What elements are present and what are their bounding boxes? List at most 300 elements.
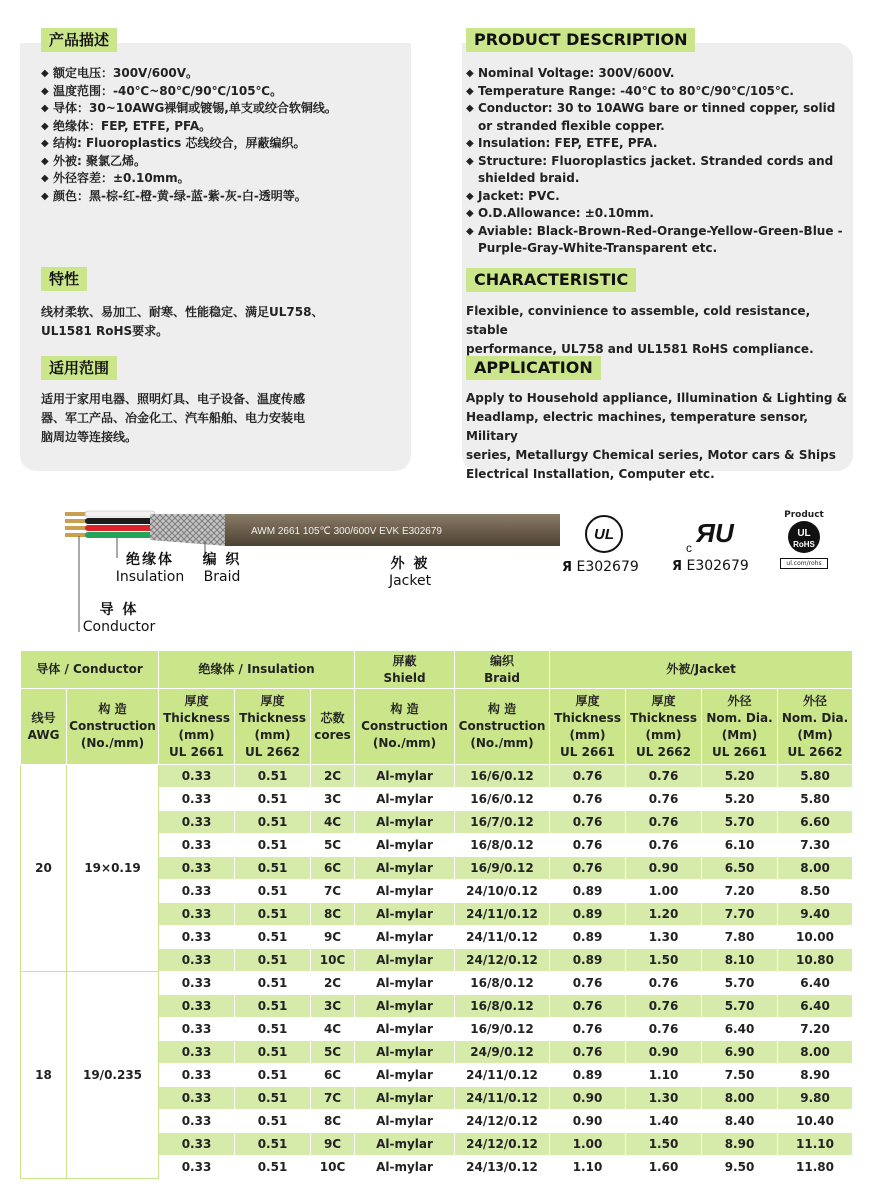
column-header-line: 外径 — [727, 693, 752, 708]
diamond-bullet-icon: ◆ — [41, 190, 49, 202]
table-row — [21, 972, 853, 995]
table-cell: 5.70 — [702, 811, 778, 834]
table-cell: 6.90 — [702, 1041, 778, 1064]
column-header-line: 构 造 — [98, 702, 127, 716]
table-cell: 6C — [311, 1064, 355, 1087]
conductor-tip — [65, 519, 87, 523]
table-cell: 1.50 — [626, 1133, 702, 1156]
conductor-tip — [65, 533, 87, 537]
table-cell: 10.40 — [778, 1110, 853, 1133]
column-header-line: UL 2662 — [787, 744, 843, 759]
table-cell: 9C — [311, 926, 355, 949]
paragraph-line: Apply to Household appliance, Illumination & Lighting & — [466, 391, 848, 405]
ul-file-number-1: Я E302679 — [562, 559, 639, 575]
column-header-line: Thickness — [554, 710, 621, 725]
table-cell: 7.70 — [702, 903, 778, 926]
column-header — [550, 689, 626, 765]
column-header-line: Thickness — [239, 710, 306, 725]
cn-desc-item — [41, 188, 401, 206]
column-header-line: 线号 — [31, 710, 56, 725]
table-row — [21, 765, 853, 788]
table-cell: Al-mylar — [355, 1018, 455, 1041]
en-desc-item — [466, 135, 851, 153]
table-cell: Al-mylar — [355, 995, 455, 1018]
table-cell: 16/6/0.12 — [455, 788, 550, 811]
table-cell: 5C — [311, 834, 355, 857]
svg-text:ЯU: ЯU — [696, 518, 734, 548]
column-header-line: 厚度 — [651, 693, 676, 708]
table-cell: 6.40 — [778, 995, 853, 1018]
column-header — [67, 689, 159, 765]
column-header-line: (Mm) — [797, 727, 833, 742]
en-desc-text: O.D.Allowance: ±0.10mm. — [478, 206, 654, 220]
table-cell: 0.51 — [235, 788, 311, 811]
conductor-construction-cell: 19/0.235 — [67, 972, 159, 1179]
table-cell: Al-mylar — [355, 880, 455, 903]
column-header-line: 构 造 — [390, 702, 419, 716]
table-cell: 2C — [311, 765, 355, 788]
column-header-line: 外径 — [803, 693, 828, 708]
table-cell: 0.51 — [235, 1110, 311, 1133]
table-cell: 0.51 — [235, 765, 311, 788]
en-desc-text: Temperature Range: -40℃ to 80℃/90℃/105℃. — [478, 83, 794, 98]
diamond-bullet-icon: ◆ — [41, 68, 49, 79]
diamond-bullet-icon: ◆ — [41, 173, 49, 184]
table-cell: 24/10/0.12 — [455, 880, 550, 903]
table-cell: 7.80 — [702, 926, 778, 949]
en-desc-text: Jacket: PVC. — [478, 188, 560, 203]
table-cell: 16/8/0.12 — [455, 972, 550, 995]
table-cell: 0.33 — [159, 857, 235, 880]
table-cell: 10.80 — [778, 949, 853, 972]
table-cell: Al-mylar — [355, 972, 455, 995]
table-cell: 0.51 — [235, 1156, 311, 1179]
table-cell: Al-mylar — [355, 1087, 455, 1110]
table-cell: 0.76 — [550, 972, 626, 995]
column-header — [455, 689, 550, 765]
paragraph-line: Headlamp, electric machines, temperature sensor, Military — [466, 410, 808, 443]
table-cell: 0.76 — [626, 765, 702, 788]
conductor-tip — [65, 526, 87, 530]
header-jacket: 外被/Jacket — [550, 651, 853, 689]
paragraph-line: performance, UL758 and UL1581 RoHS compliance. — [466, 342, 814, 356]
column-header — [21, 689, 67, 765]
table-cell: 16/7/0.12 — [455, 811, 550, 834]
table-cell: 0.90 — [550, 1087, 626, 1110]
table-cell: Al-mylar — [355, 834, 455, 857]
column-header-line: UL 2661 — [169, 744, 224, 759]
label-braid: 编 织 Braid — [202, 552, 242, 585]
table-cell: 6.40 — [702, 1018, 778, 1041]
table-cell: 0.51 — [235, 880, 311, 903]
header-braid: 编织 Braid — [455, 651, 550, 689]
table-cell: 0.33 — [159, 1133, 235, 1156]
ru-mark-icon: Я — [672, 559, 683, 574]
table-cell: 8.90 — [778, 1064, 853, 1087]
diamond-bullet-icon: ◆ — [466, 85, 474, 97]
table-cell: 0.51 — [235, 949, 311, 972]
table-cell: 0.33 — [159, 1041, 235, 1064]
cn-desc-item — [41, 83, 401, 101]
cn-desc-text: 外被: 聚氯乙烯。 — [53, 153, 146, 168]
table-cell: 1.10 — [550, 1156, 626, 1179]
table-cell: 0.89 — [550, 903, 626, 926]
en-desc-text: Conductor: 30 to 10AWG bare or tinned copper, solid or stranded flexible copper. — [478, 101, 836, 133]
table-cell: 0.76 — [550, 765, 626, 788]
table-cell: 9.80 — [778, 1087, 853, 1110]
table-cell: 0.33 — [159, 972, 235, 995]
en-desc-title: PRODUCT DESCRIPTION — [466, 28, 695, 52]
cn-desc-text: 结构: Fluoroplastics 芯线绞合，屏蔽编织。 — [53, 136, 306, 150]
table-cell: 0.89 — [550, 926, 626, 949]
table-cell: 0.76 — [626, 995, 702, 1018]
diamond-bullet-icon: ◆ — [41, 103, 49, 114]
diamond-bullet-icon: ◆ — [41, 138, 49, 149]
table-cell: 0.90 — [626, 1041, 702, 1064]
paragraph-line: 脑周边等连接线。 — [41, 430, 138, 444]
column-header — [778, 689, 853, 765]
table-cell: 0.76 — [550, 1041, 626, 1064]
cn-desc-item — [41, 65, 401, 83]
diamond-bullet-icon: ◆ — [466, 138, 474, 149]
cn-desc-item — [41, 100, 401, 118]
column-header-line: UL 2661 — [712, 744, 767, 759]
table-cell: 8.00 — [778, 1041, 853, 1064]
table-cell: 0.51 — [235, 972, 311, 995]
en-desc-item — [466, 188, 851, 206]
table-cell: 0.33 — [159, 995, 235, 1018]
table-cell: 0.33 — [159, 765, 235, 788]
en-desc-text: Structure: Fluoroplastics jacket. Stranded cords and shielded braid. — [478, 153, 834, 185]
table-cell: 4C — [311, 811, 355, 834]
table-cell: 8.00 — [702, 1087, 778, 1110]
column-header-line: (mm) — [645, 727, 682, 742]
en-char-title: CHARACTERISTIC — [466, 268, 636, 292]
table-cell: 0.33 — [159, 1064, 235, 1087]
column-header-line: Nom. Dia. — [706, 710, 773, 725]
table-cell: 0.51 — [235, 834, 311, 857]
cable-print: AWM 2661 105℃ 300/600V EVK E302679 — [251, 526, 442, 537]
column-header-line: 厚度 — [260, 693, 285, 708]
table-cell: 0.89 — [550, 1064, 626, 1087]
en-desc-item — [466, 83, 851, 101]
table-cell: 7.20 — [778, 1018, 853, 1041]
paragraph-line: 器、军工产品、冶金化工、汽车船舶、电力安装电 — [41, 411, 306, 425]
awg-cell: 18 — [21, 972, 67, 1179]
table-cell: Al-mylar — [355, 949, 455, 972]
column-header-line: Nom. Dia. — [781, 710, 849, 725]
en-app-text — [466, 389, 851, 484]
column-header-line: 厚度 — [575, 693, 600, 708]
conductor-construction-cell: 19×0.19 — [67, 765, 159, 972]
awg-cell: 20 — [21, 765, 67, 972]
column-header — [626, 689, 702, 765]
table-cell: 0.33 — [159, 811, 235, 834]
column-header — [235, 689, 311, 765]
table-cell: 5.80 — [778, 765, 853, 788]
column-header — [159, 689, 235, 765]
table-cell: 1.30 — [626, 1087, 702, 1110]
table-cell: 16/6/0.12 — [455, 765, 550, 788]
svg-text:RoHS: RoHS — [793, 540, 815, 549]
table-cell: 0.51 — [235, 857, 311, 880]
table-cell: 1.10 — [626, 1064, 702, 1087]
table-cell: 1.00 — [550, 1133, 626, 1156]
table-cell: 1.60 — [626, 1156, 702, 1179]
paragraph-line: 适用于家用电器、照明灯具、电子设备、温度传感 — [41, 392, 306, 406]
table-cell: 9.50 — [702, 1156, 778, 1179]
table-cell: 24/11/0.12 — [455, 903, 550, 926]
table-cell: Al-mylar — [355, 788, 455, 811]
core-black — [85, 518, 155, 524]
table-cell: 3C — [311, 788, 355, 811]
column-header-line: Thickness — [163, 710, 230, 725]
cn-desc-list — [41, 65, 401, 205]
cn-desc-text: 导体：30~10AWG裸铜或镀锡,单支或绞合软铜线。 — [53, 101, 337, 115]
column-header-line: UL 2661 — [560, 744, 615, 759]
en-desc-text: Aviable: Black-Brown-Red-Orange-Yellow-Green-Blue -Purple-Gray-White-Transparent etc. — [478, 223, 843, 255]
diamond-bullet-icon: ◆ — [466, 190, 474, 202]
diamond-bullet-icon: ◆ — [466, 225, 474, 237]
table-cell: Al-mylar — [355, 1041, 455, 1064]
table-cell: 1.50 — [626, 949, 702, 972]
table-cell: 0.76 — [550, 857, 626, 880]
table-cell: 5C — [311, 1041, 355, 1064]
column-header-line: (No./mm) — [372, 736, 437, 750]
table-cell: 10C — [311, 1156, 355, 1179]
table-cell: 0.90 — [626, 857, 702, 880]
table-cell: 8C — [311, 903, 355, 926]
table-cell: 6.10 — [702, 834, 778, 857]
column-header-line: Construction — [458, 719, 546, 733]
column-header-line: (mm) — [254, 727, 291, 742]
core-white — [85, 511, 155, 517]
table-cell: 0.90 — [550, 1110, 626, 1133]
table-cell: 16/8/0.12 — [455, 834, 550, 857]
table-cell: 0.89 — [550, 949, 626, 972]
table-cell: Al-mylar — [355, 1064, 455, 1087]
table-cell: 0.76 — [550, 811, 626, 834]
svg-text:c: c — [686, 541, 692, 555]
table-cell: 0.33 — [159, 1087, 235, 1110]
cn-desc-item — [41, 135, 401, 153]
cn-desc-text: 绝缘体：FEP, ETFE, PFA。 — [53, 118, 212, 133]
table-cell: 6C — [311, 857, 355, 880]
table-cell: 6.60 — [778, 811, 853, 834]
cn-desc-title: 产品描述 — [41, 28, 117, 52]
cn-desc-item — [41, 170, 401, 188]
table-cell: 7.50 — [702, 1064, 778, 1087]
table-cell: 1.20 — [626, 903, 702, 926]
en-desc-list — [466, 65, 851, 258]
table-cell: 0.76 — [626, 1018, 702, 1041]
diamond-bullet-icon: ◆ — [41, 155, 49, 167]
diamond-bullet-icon: ◆ — [466, 68, 474, 79]
cn-app-title: 适用范围 — [41, 356, 117, 380]
table-cell: 10.00 — [778, 926, 853, 949]
paragraph-line: series, Metallurgy Chemical series, Motor cars & Ships — [466, 448, 836, 462]
column-header-line: 厚度 — [184, 693, 209, 708]
table-cell: 0.51 — [235, 811, 311, 834]
table-cell: 0.51 — [235, 903, 311, 926]
en-desc-item — [466, 223, 851, 258]
table-cell: 5.80 — [778, 788, 853, 811]
table-cell: 24/12/0.12 — [455, 949, 550, 972]
column-header-line: (No./mm) — [470, 736, 534, 750]
label-conductor: 导 体 Conductor — [82, 602, 156, 635]
table-cell: 8.90 — [702, 1133, 778, 1156]
table-cell: 0.89 — [550, 880, 626, 903]
table-cell: 1.30 — [626, 926, 702, 949]
specification-table-body — [21, 765, 853, 1179]
header-shield: 屏蔽 Shield — [355, 651, 455, 689]
en-desc-item — [466, 205, 851, 223]
cn-char-text — [41, 303, 401, 341]
table-cell: 5.70 — [702, 972, 778, 995]
paragraph-line: Electrical Installation, Computer etc. — [466, 467, 715, 481]
table-cell: Al-mylar — [355, 765, 455, 788]
table-cell: 16/9/0.12 — [455, 1018, 550, 1041]
diamond-bullet-icon: ◆ — [466, 103, 474, 114]
column-header-line: UL 2662 — [636, 744, 691, 759]
table-cell: 24/9/0.12 — [455, 1041, 550, 1064]
table-cell: 24/12/0.12 — [455, 1110, 550, 1133]
table-cell: 8.10 — [702, 949, 778, 972]
cn-char-title: 特性 — [41, 267, 87, 291]
table-cell: Al-mylar — [355, 811, 455, 834]
diamond-bullet-icon: ◆ — [41, 120, 49, 132]
ul-file-number-2: Я E302679 — [672, 558, 749, 574]
table-cell: Al-mylar — [355, 1156, 455, 1179]
column-header — [355, 689, 455, 765]
table-cell: 6.40 — [778, 972, 853, 995]
column-header-row — [21, 689, 853, 765]
en-char-text — [466, 302, 851, 359]
table-cell: 16/9/0.12 — [455, 857, 550, 880]
table-cell: 0.76 — [626, 972, 702, 995]
conductor-tip — [65, 512, 87, 516]
table-cell: 0.33 — [159, 1018, 235, 1041]
table-cell: 16/8/0.12 — [455, 995, 550, 1018]
cn-app-text — [41, 390, 401, 447]
ru-mark-icon: Я — [562, 560, 573, 575]
table-cell: 7.30 — [778, 834, 853, 857]
column-header-line: 芯数 — [320, 710, 345, 725]
table-cell: 10C — [311, 949, 355, 972]
table-cell: 3C — [311, 995, 355, 1018]
table-cell: Al-mylar — [355, 857, 455, 880]
core-red — [85, 525, 155, 531]
svg-text:UL: UL — [594, 526, 614, 543]
table-cell: 1.00 — [626, 880, 702, 903]
column-header-line: (No./mm) — [80, 736, 145, 750]
table-cell: 2C — [311, 972, 355, 995]
header-conductor: 导体 / Conductor — [21, 651, 159, 689]
table-cell: 7C — [311, 1087, 355, 1110]
table-cell: 0.76 — [550, 788, 626, 811]
table-cell: 9.40 — [778, 903, 853, 926]
column-header-line: (mm) — [569, 727, 606, 742]
table-cell: 0.33 — [159, 1110, 235, 1133]
table-cell: 0.76 — [550, 995, 626, 1018]
table-cell: 24/13/0.12 — [455, 1156, 550, 1179]
column-header-line: Construction — [361, 719, 448, 733]
cn-desc-text: 外径容差：±0.10mm。 — [53, 171, 190, 185]
label-jacket: 外 被 Jacket — [388, 556, 432, 589]
paragraph-line: Flexible, convinience to assemble, cold resistance, stable — [466, 304, 811, 337]
table-cell: 0.76 — [626, 788, 702, 811]
label-insulation: 绝缘体 Insulation — [115, 552, 185, 585]
paragraph-line: 线材柔软、易加工、耐寒、性能稳定、满足UL758、 — [41, 305, 324, 319]
en-desc-text: Insulation: FEP, ETFE, PFA. — [478, 136, 658, 150]
en-app-title: APPLICATION — [466, 356, 601, 380]
table-cell: 24/12/0.12 — [455, 1133, 550, 1156]
table-cell: 0.33 — [159, 1156, 235, 1179]
specification-table — [20, 650, 853, 1179]
table-cell: 24/11/0.12 — [455, 926, 550, 949]
table-cell: 0.51 — [235, 1133, 311, 1156]
table-cell: Al-mylar — [355, 903, 455, 926]
column-header-line: 构 造 — [487, 702, 517, 716]
column-header-line: (Mm) — [721, 727, 758, 742]
table-cell: 0.33 — [159, 834, 235, 857]
table-cell: 9C — [311, 1133, 355, 1156]
column-header-line: Thickness — [630, 710, 697, 725]
column-header — [311, 689, 355, 765]
table-cell: 0.51 — [235, 1087, 311, 1110]
table-cell: 4C — [311, 1018, 355, 1041]
table-cell: 0.33 — [159, 788, 235, 811]
cable-illustration — [55, 500, 565, 560]
cn-desc-text: 额定电压：300V/600V。 — [53, 66, 199, 80]
column-header-line: AWG — [27, 727, 60, 742]
header-insulation: 绝缘体 / Insulation — [159, 651, 355, 689]
table-cell: 11.80 — [778, 1156, 853, 1179]
cru-recognized-logo — [684, 512, 740, 558]
table-cell: 0.51 — [235, 1018, 311, 1041]
diamond-bullet-icon: ◆ — [41, 85, 49, 97]
table-cell: 5.70 — [702, 995, 778, 1018]
table-cell: 5.20 — [702, 765, 778, 788]
cn-desc-item — [41, 153, 401, 171]
table-cell: 0.51 — [235, 926, 311, 949]
table-cell: 0.33 — [159, 926, 235, 949]
en-desc-item — [466, 153, 851, 188]
table-cell: 0.51 — [235, 1064, 311, 1087]
ul-listed-logo — [584, 514, 624, 554]
table-cell: 0.33 — [159, 880, 235, 903]
table-cell: 6.50 — [702, 857, 778, 880]
table-cell: 7C — [311, 880, 355, 903]
table-cell: 0.33 — [159, 903, 235, 926]
column-header-line: (mm) — [178, 727, 215, 742]
cn-desc-text: 温度范围：-40℃~80℃/90℃/105℃。 — [53, 83, 283, 98]
svg-text:UL: UL — [797, 528, 811, 539]
table-cell: 24/11/0.12 — [455, 1064, 550, 1087]
table-cell: 0.76 — [550, 1018, 626, 1041]
table-cell: 0.76 — [626, 834, 702, 857]
column-header — [702, 689, 778, 765]
table-cell: 0.33 — [159, 949, 235, 972]
table-cell: 8C — [311, 1110, 355, 1133]
table-cell: Al-mylar — [355, 1133, 455, 1156]
diamond-bullet-icon: ◆ — [466, 155, 474, 167]
en-desc-text: Nominal Voltage: 300V/600V. — [478, 66, 675, 80]
en-desc-item — [466, 100, 851, 135]
table-cell: Al-mylar — [355, 926, 455, 949]
cn-desc-item — [41, 118, 401, 136]
table-cell: 11.10 — [778, 1133, 853, 1156]
